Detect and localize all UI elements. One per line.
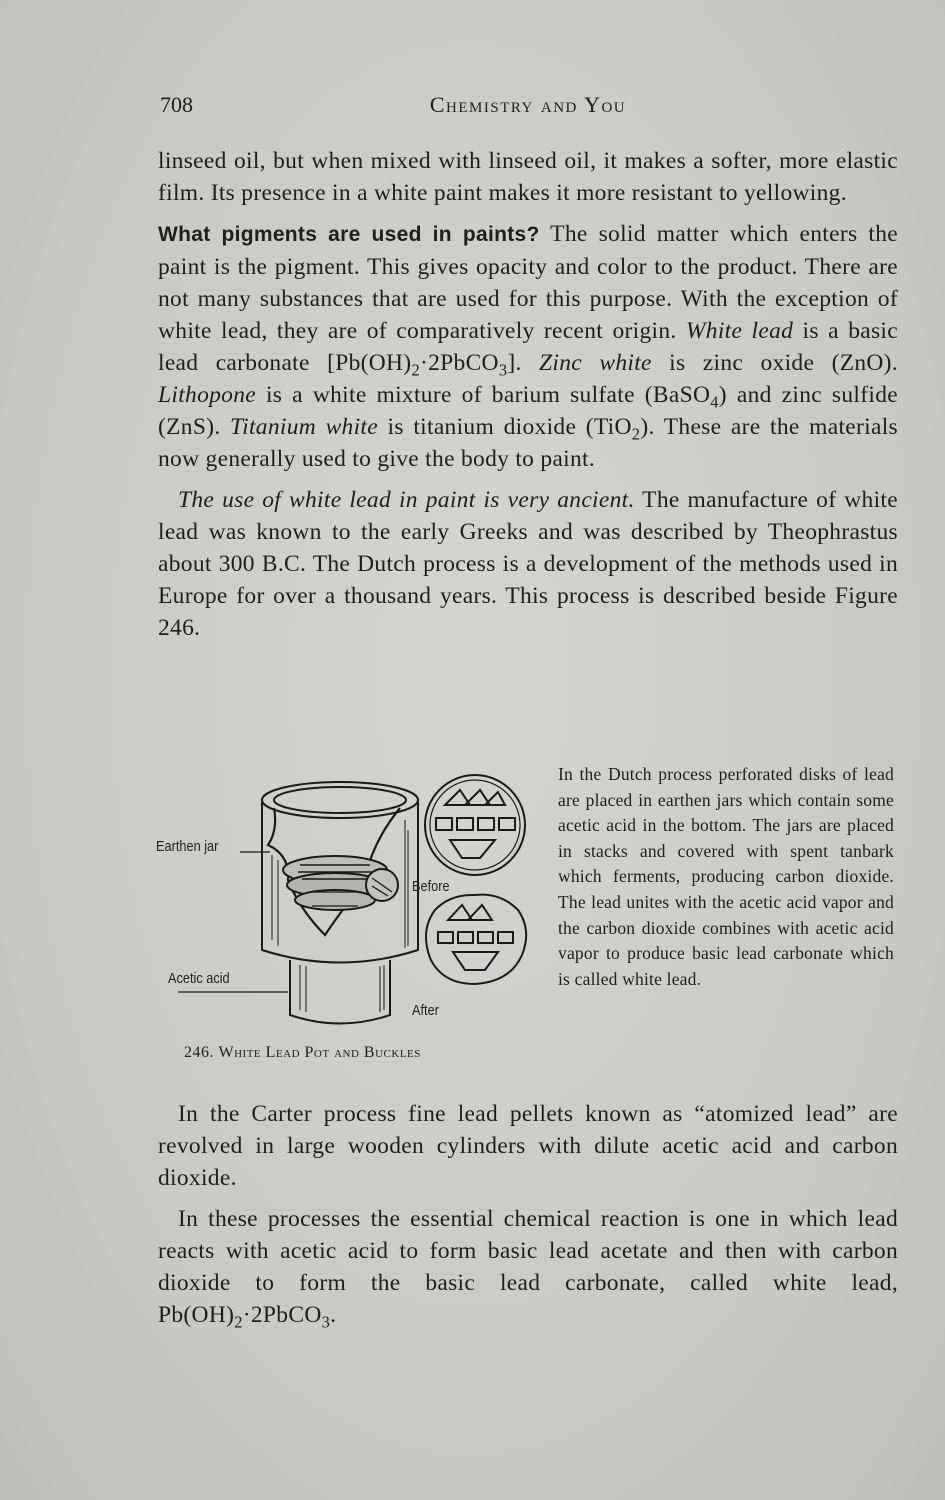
pigments-text-2b: ·2PbCO (419, 350, 499, 376)
reaction-mid: ·2PbCO (242, 1302, 322, 1328)
carter-paragraph: In the Carter process fine lead pellets known as “atomized lead” are revolved in large wooden cylinders with dilute acetic acid and carbon dioxide. (158, 1101, 898, 1191)
pigments-text-4b: ) and zinc sulfide (ZnS). (158, 382, 898, 440)
body-text-top (158, 145, 898, 653)
body-text-bottom (158, 1098, 898, 1340)
pigments-text-2: is a basic lead carbonate [Pb(OH) (158, 318, 898, 376)
ancient-text: The manufacture of white lead was known to the early Greeks and was described by Theophrastus about 300 B.C. The Dutch process is a development of the methods used in Europe for over a thousand years. This process is described beside Figure 246. (158, 487, 898, 641)
figure-number: 246. (184, 1044, 214, 1061)
subscript: 2 (411, 360, 420, 380)
page-number: 708 (160, 92, 193, 117)
ancient-paragraph (158, 484, 898, 644)
subscript: 2 (631, 424, 641, 444)
pigments-text-3: is zinc oxide (ZnO). (651, 350, 898, 376)
term-zinc-white: Zinc white (539, 350, 652, 376)
term-white-lead: White lead (685, 318, 794, 344)
label-earthen-jar: Earthen jar (156, 838, 219, 855)
term-lithopone: Lithopone (158, 382, 257, 408)
intro-paragraph: linseed oil, but when mixed with linseed oil, it makes a softer, more elastic film. Its presence in a white paint makes it more resistant to yellowing. (158, 148, 898, 206)
figure-side-text: In the Dutch process perforated disks of lead are placed in earthen jars which contain some acetic acid in the bottom. The jars are placed in stacks and covered with spent tanbark which ferments, producing carbon dioxide. The lead unites with the acetic acid vapor and the carbon dioxide combines with acetic acid vapor to produce basic lead carbonate which is called white lead. (558, 764, 894, 989)
label-before: Before (412, 878, 450, 895)
subscript: 2 (234, 1312, 243, 1332)
label-acetic-acid: Acetic acid (168, 970, 230, 987)
subscript: 3 (321, 1312, 331, 1332)
running-title: Chemistry and You (429, 92, 627, 117)
pigments-text-4: is a white mixture of barium sulfate (BaSO (256, 382, 711, 408)
pigments-text-5: is titanium dioxide (TiO (377, 414, 632, 440)
reaction-end: . (330, 1302, 337, 1328)
jar-base (290, 960, 390, 1024)
white-lead-pot-illustration (150, 760, 550, 1040)
reaction-text: In these processes the essential chemical reaction is one in which lead reacts with acetic acid to form basic lead acetate and then with carbon dioxide to form the basic lead carbonate, called white lead, Pb(OH) (158, 1206, 898, 1328)
reaction-paragraph (158, 1203, 898, 1331)
pigments-paragraph (158, 218, 898, 475)
buckle-before-icon (425, 775, 525, 875)
ancient-heading: The use of white lead in paint is very ancient. (178, 487, 635, 513)
pigments-text-5b: ). These are the materials now generally used to give the body to paint. (158, 414, 898, 472)
term-titanium-white: Titanium white (230, 414, 378, 440)
buckle-after-icon (426, 895, 526, 984)
label-after: After (412, 1002, 439, 1019)
figure-caption (184, 1044, 421, 1062)
subscript: 3 (498, 360, 508, 380)
pigments-question: What pigments are used in paints? (158, 223, 540, 246)
figure-title: White Lead Pot and Buckles (218, 1044, 421, 1061)
pigments-text-1: The solid matter which enters the paint is the pigment. This gives opacity and color to the product. There are not many substances that are used for this purpose. With the exception of white lead, they are of comparatively recent origin. (158, 221, 898, 344)
figure-246 (150, 760, 550, 1080)
page-header (160, 92, 896, 122)
subscript: 4 (710, 392, 719, 412)
pigments-text-2c: ]. (507, 350, 540, 376)
